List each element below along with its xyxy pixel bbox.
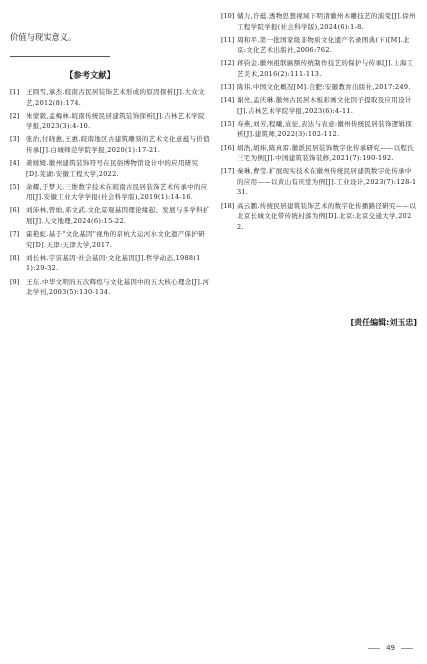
reference-list-right: [221, 11, 417, 232]
reference-item: [10, 229, 210, 250]
reference-text: 刘沛林,曾灿,邓文武.文化景观基因理论缘起、发展与多学科扩展[J].人文地理,2024(6):15-22.: [26, 206, 210, 226]
reference-item: [10, 87, 210, 108]
reference-number: [16]: [221, 143, 235, 152]
reference-number: [12]: [221, 59, 235, 68]
page-number: 49: [386, 644, 395, 652]
reference-text: 陈伟.中国文化概况[M].合肥:安徽教育出版社,2017:249.: [237, 83, 411, 92]
reference-text: 谢亮,孟庆琳.徽州古民居木板彩画文化因子提取及应用设计[J].吉林艺术学院学报,2023(6):4-11.: [237, 96, 412, 115]
reference-number: [2]: [10, 111, 20, 120]
reference-number: [10]: [221, 12, 235, 20]
reference-number: [5]: [10, 182, 20, 191]
reference-number: [18]: [221, 201, 235, 210]
reference-text: 余耀,于梦天.三维数字技术在皖南古民居装饰艺术传承中的应用[J].安徽工业大学学报(社会科学版),2019(1):14-16.: [26, 182, 208, 202]
reference-number: [14]: [221, 96, 235, 105]
footer-rule: [401, 648, 413, 649]
reference-item: [221, 35, 417, 56]
reference-number: [7]: [10, 230, 20, 239]
reference-item: [221, 58, 417, 79]
reference-item: [221, 119, 417, 140]
reference-number: [9]: [10, 277, 20, 286]
lead-paragraph: 价值与现实意义。: [10, 32, 77, 42]
reference-item: [221, 95, 417, 116]
reference-item: [221, 201, 417, 233]
reference-text: 储力,许蕴.透物思想视域下明清徽州木雕技艺的演变[J].徐州工程学院学报(社会科学版),2024(6):1-8.: [237, 12, 416, 31]
reference-item: [10, 205, 210, 226]
reference-list-left: [10, 87, 210, 298]
reference-text: 蒋钧金.徽州祖联匾额传统制作技艺的保护与传承[J].上海工艺美术,2016(2):111-113.: [237, 59, 414, 78]
reference-item: [221, 166, 417, 198]
reference-text: 刘长林.宇宙基因·社会基因·文化基因[J].哲学动态,1988(11):29-32.: [26, 253, 201, 273]
footer-rule: [368, 648, 380, 649]
reference-text: 霍艳虹.基于"文化基因"视角的京杭大运河水文化遗产保护研究[D].天津:天津大学,2017.: [26, 230, 205, 249]
reference-item: [10, 111, 210, 132]
reference-number: [13]: [221, 83, 235, 92]
reference-text: 姜媛媛.徽州建筑装饰符号在民俗博物馆设计中的应用研究[D].芜湖:安徽工程大学,2022.: [26, 159, 199, 178]
reference-number: [4]: [10, 159, 20, 168]
reference-text: 寿燕,刘芳,程曦,袁征,表达与表意:徽州传统民居装饰逻辑探析[J].建筑师,2022(3):102-112.: [237, 119, 413, 139]
left-column: [10, 31, 210, 300]
reference-item: [10, 158, 210, 179]
references-heading: 【参考文献】: [65, 70, 115, 80]
reference-number: [17]: [221, 167, 235, 176]
reference-item: [10, 253, 210, 274]
section-divider: [10, 56, 110, 57]
reference-number: [1]: [10, 88, 20, 96]
reference-item: [221, 143, 417, 164]
reference-text: 胡浩,胡炜,陈真雷.徽派民居装饰数字化传承研究——以程氏三宅为例[J].中国建筑装饰装修,2021(7):190-192.: [237, 143, 415, 163]
reference-text: 王东.中华文明的五次辉煌与文化基因中的五大核心理念[J].河北学刊,2003(5):130-134.: [26, 277, 210, 297]
reference-number: [15]: [221, 119, 235, 128]
reference-text: 张治,付晓惠,王惠.皖南地区古建筑雕刻的艺术文化意蕴与价值传承[J].白城师范学院学报,2020(1):17-21.: [26, 135, 210, 154]
right-column: [221, 7, 417, 235]
reference-item: [10, 134, 210, 155]
reference-text: 周和平.第一批国家级非物质文化遗产名录图典(下)[M].北京:文化艺术出版社,2006:762.: [237, 35, 410, 55]
reference-item: [10, 182, 210, 203]
page-number-footer: [368, 644, 413, 652]
reference-text: 高云鹏.传统民居建筑装饰艺术的数字化传播路径研究——以北京长城文化带传统村落为例[D].北京:北京交通大学,2022.: [237, 201, 417, 231]
reference-number: [8]: [10, 253, 20, 262]
reference-text: 秦琳,曹莹.扩展现实技术在徽州传统民居建筑数字化传承中的应用——以黄山有庆堂为例[J].工业设计,2023(7):128-131.: [237, 167, 417, 197]
editor-credit: [责任编辑:刘玉忠]: [350, 318, 417, 327]
reference-number: [11]: [221, 35, 235, 44]
reference-number: [6]: [10, 206, 20, 215]
reference-item: [221, 82, 417, 93]
reference-item: [10, 277, 210, 298]
reference-number: [3]: [10, 135, 20, 144]
reference-item: [221, 11, 417, 32]
reference-text: 朱蒙毅,孟梅林.皖南传统民居建筑装饰探析[J].吉林艺术学院学报,2023(3):4-10.: [26, 111, 205, 131]
reference-text: 王圆雪,承杰.皖南古民居装饰艺术形成的原因探析[J].大众文艺,2012(8):174.: [26, 88, 205, 107]
